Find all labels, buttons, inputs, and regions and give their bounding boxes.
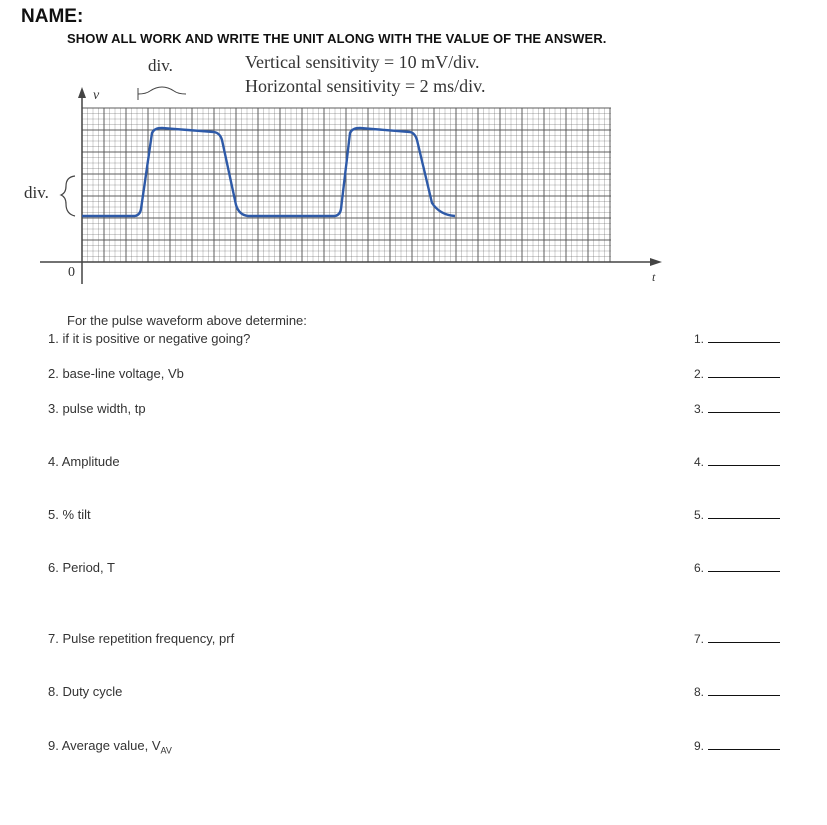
answer-5-label: 5.: [694, 508, 705, 522]
answer-4[interactable]: [694, 455, 780, 469]
answer-2-label: 2.: [694, 367, 705, 381]
answer-4-label: 4.: [694, 455, 705, 469]
question-1: 1. if it is positive or negative going?: [48, 331, 251, 346]
question-8: 8. Duty cycle: [48, 684, 123, 699]
question-3: 3. pulse width, tp: [48, 401, 146, 416]
question-2: 2. base-line voltage, Vb: [48, 366, 184, 381]
oscilloscope-figure: [0, 0, 827, 300]
answer-3-line[interactable]: [708, 402, 780, 413]
top-div-brace: [138, 87, 186, 94]
question-6: 6. Period, T: [48, 560, 115, 575]
answer-3[interactable]: [694, 402, 780, 416]
instructions: SHOW ALL WORK AND WRITE THE UNIT ALONG WITH THE VALUE OF THE ANSWER.: [67, 31, 607, 46]
answer-1-line[interactable]: [708, 332, 780, 343]
question-9-subscript: AV: [160, 745, 172, 756]
vertical-sensitivity: Vertical sensitivity = 10 mV/div.: [245, 52, 480, 72]
top-div-label: div.: [148, 56, 173, 75]
answer-3-label: 3.: [694, 402, 705, 416]
question-9: [48, 738, 172, 756]
answer-7-line[interactable]: [708, 632, 780, 643]
time-axis-arrow: [650, 258, 662, 266]
horizontal-sensitivity: Horizontal sensitivity = 2 ms/div.: [245, 76, 486, 96]
time-axis-label: t: [652, 270, 656, 284]
answer-9-line[interactable]: [708, 739, 780, 750]
question-4: 4. Amplitude: [48, 454, 120, 469]
answer-5-line[interactable]: [708, 508, 780, 519]
voltage-axis-arrow: [78, 87, 86, 98]
question-9-text: 9. Average value, V: [48, 738, 161, 753]
answer-5[interactable]: [694, 508, 780, 522]
answer-7[interactable]: [694, 632, 780, 646]
question-7: 7. Pulse repetition frequency, prf: [48, 631, 235, 646]
question-5: 5. % tilt: [48, 507, 91, 522]
name-label: NAME:: [21, 6, 84, 27]
oscilloscope-grid: [82, 108, 611, 262]
answer-8-line[interactable]: [708, 685, 780, 696]
answer-4-line[interactable]: [708, 455, 780, 466]
origin-label: 0: [68, 265, 75, 280]
questions-intro: For the pulse waveform above determine:: [67, 313, 307, 328]
answer-2-line[interactable]: [708, 367, 780, 378]
answer-6-line[interactable]: [708, 561, 780, 572]
answer-6-label: 6.: [694, 561, 705, 575]
left-div-label: div.: [24, 183, 49, 202]
answer-8[interactable]: [694, 685, 780, 699]
answer-1-label: 1.: [694, 332, 705, 346]
answer-2[interactable]: [694, 367, 780, 381]
answer-9-label: 9.: [694, 739, 705, 753]
answer-7-label: 7.: [694, 632, 705, 646]
answer-9[interactable]: [694, 739, 780, 753]
left-div-brace: [61, 176, 75, 216]
voltage-axis-label: v: [93, 88, 100, 103]
answer-8-label: 8.: [694, 685, 705, 699]
answer-6[interactable]: [694, 561, 780, 575]
answer-1[interactable]: [694, 332, 780, 346]
